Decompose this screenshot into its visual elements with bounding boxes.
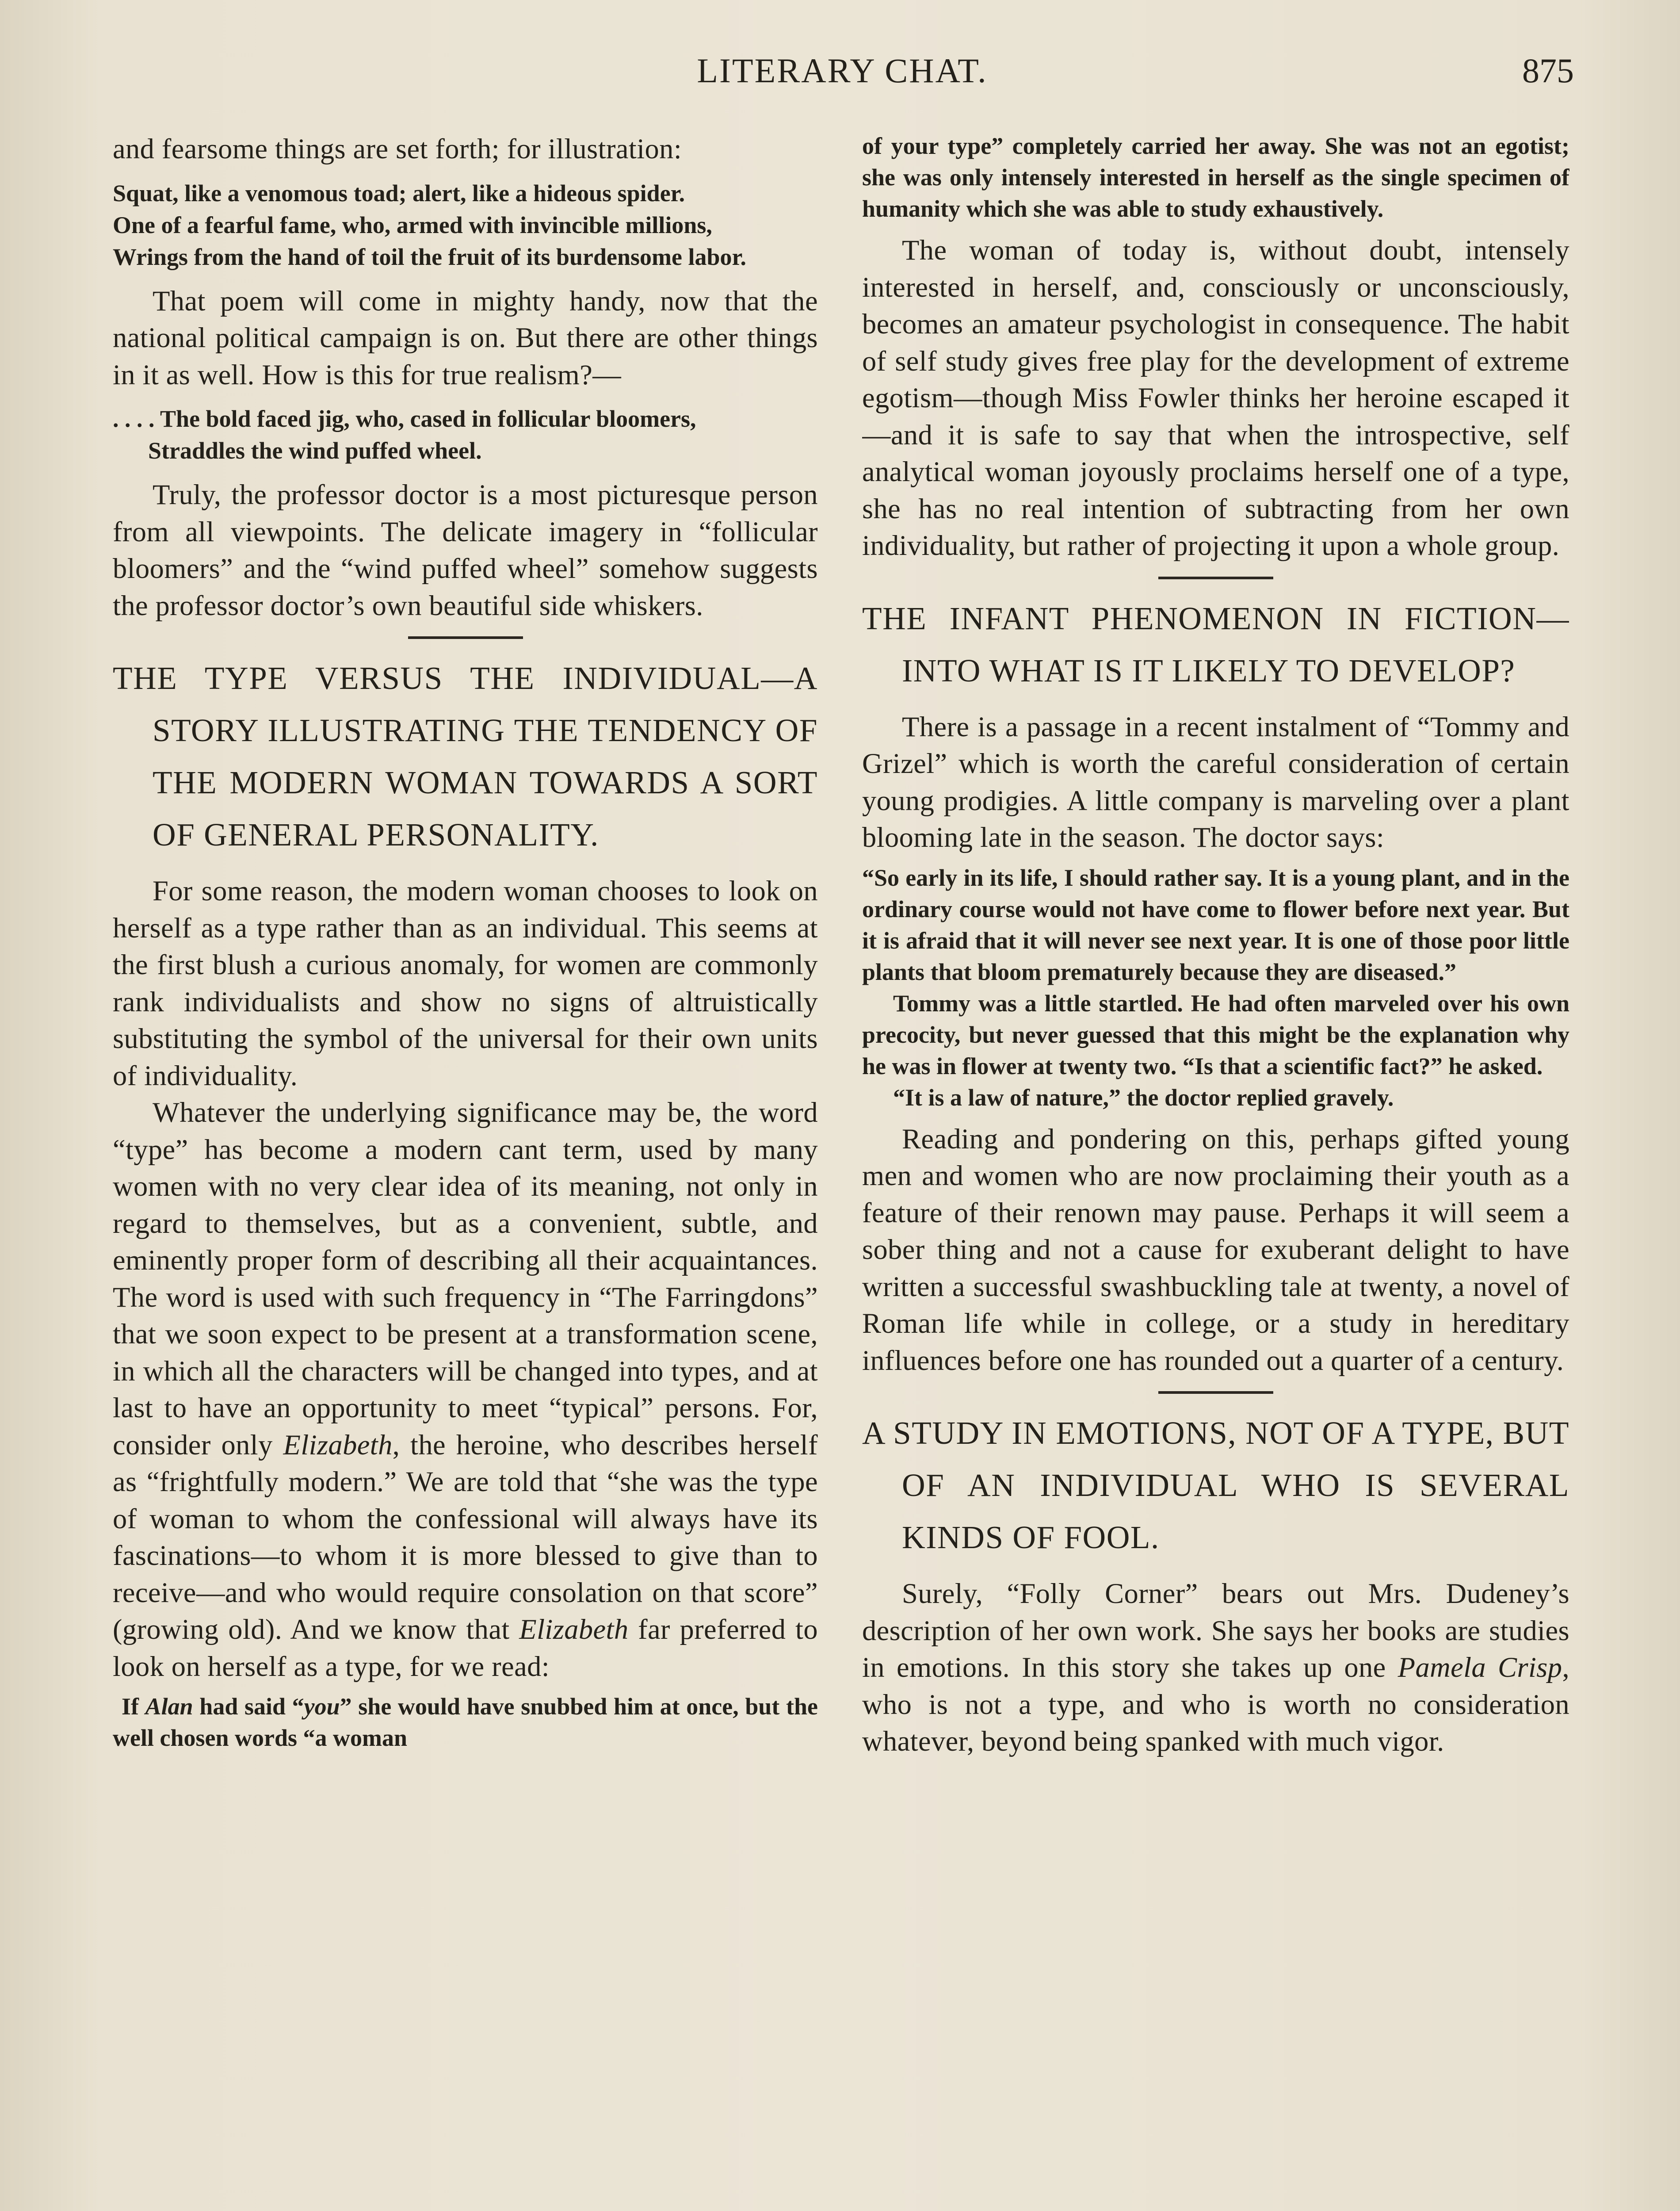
verse-block (113, 403, 818, 467)
paragraph (113, 1094, 818, 1685)
quote-paragraph: “So early in its life, I should rather say. It is a young plant, and in the ordinary course would not have come to flower before next year. But it is afraid that it will never see next year. It is one of those poor little plants that bloom prematurely because they are diseased.” (862, 864, 1569, 985)
section-divider (1158, 1391, 1273, 1394)
character-name: Elizabeth (283, 1429, 393, 1461)
verse-line: One of a fearful fame, who, armed with invincible millions, (113, 211, 712, 238)
quote-paragraph: of your type” completely carried her away. She was not an egotist; she was only intensely interested in herself as the single specimen of humanity which she was able to study exhaustively. (862, 133, 1569, 222)
quote-block (862, 862, 1569, 1113)
character-name: Elizabeth (519, 1614, 629, 1645)
paragraph: and fearsome things are set forth; for illustration: (113, 133, 682, 164)
text-run: If (122, 1693, 145, 1720)
verse-line: Straddles the wind puffed wheel. (148, 437, 482, 464)
verse-line: Squat, like a venomous toad; alert, like a hideous spider. (113, 180, 685, 207)
paragraph: The woman of today is, without doubt, intensely interested in herself, and, consciously or unconsciously, becomes an amateur psychologist in consequence. The habit of self study gives free play for the development of extreme egotism—though Miss Fowler thinks her heroine escaped it—and it is safe to say that when the introspective, self analytical woman joyously proclaims herself one of a type, she has no real intention of subtracting from her own individuality, but rather of projecting it upon a whole group. (862, 234, 1569, 561)
character-name: Alan (145, 1693, 193, 1720)
running-title: LITERARY CHAT. (697, 51, 988, 90)
quote-block (862, 130, 1569, 225)
paragraph: Reading and pondering on this, perhaps gifted young men and women who are now proclaiming their youth as a feature of their renown may pause. Perhaps it will seem a sober thing and not a cause for exuberant delight to have written a successful swashbuckling tale at twenty, a novel of Roman life while in college, or a study in hereditary influences before one has rounded out a quarter of a century. (862, 1123, 1569, 1376)
quote-block (113, 1691, 818, 1754)
section-heading: THE TYPE VERSUS THE INDIVIDUAL—A STORY ILLUSTRATING THE TENDENCY OF THE MODERN WOMAN TOWARDS A SORT OF GENERAL PERSONALITY. (113, 660, 818, 853)
section-heading: THE INFANT PHENOMENON IN FICTION—INTO WHAT IS IT LIKELY TO DEVELOP? (862, 600, 1569, 689)
right-column (862, 130, 1569, 2211)
emphasis: you (304, 1693, 340, 1720)
text-run: far preferred to look on herself as a type, for we read: (113, 1614, 818, 1682)
quote-paragraph (113, 1691, 818, 1754)
paragraph: That poem will come in mighty handy, now that the national political campaign is on. But there are other things in it as well. How is this for true realism?— (113, 285, 818, 390)
page-header (111, 46, 1574, 95)
section-divider (1158, 577, 1273, 579)
page-number: 875 (1522, 51, 1574, 90)
verse-block (113, 177, 818, 273)
paragraph: Truly, the professor doctor is a most picturesque person from all viewpoints. The delicate imagery in “follicular bloomers” and the “wind puffed wheel” somehow suggests the professor doctor’s own beautiful side whiskers. (113, 479, 818, 621)
quote-paragraph: “It is a law of nature,” the doctor replied gravely. (893, 1084, 1394, 1111)
verse-line: . . . . The bold faced jig, who, cased in follicular bloomers, (113, 405, 696, 432)
paragraph (862, 1575, 1569, 1760)
character-name: Pamela Crisp (1397, 1652, 1562, 1683)
text-run: Surely, “Folly Corner” bears out Mrs. Dudeney’s description of her own work. She says her books are studies in emotions. In this story she takes up one (862, 1578, 1569, 1683)
paragraph: For some reason, the modern woman chooses to look on herself as a type rather than as an individual. This seems at the first blush a curious anomaly, for women are commonly rank individualists and show no signs of altruistically substituting the symbol of the universal for their own units of individuality. (113, 875, 818, 1091)
text-run: had said “ (193, 1693, 304, 1720)
section-heading: A STUDY IN EMOTIONS, NOT OF A TYPE, BUT OF AN INDIVIDUAL WHO IS SEVERAL KINDS OF FOOL. (862, 1415, 1569, 1555)
text-run: ” she would have snubbed him at once, but the well chosen words “a woman (113, 1693, 818, 1751)
text-run: Whatever the underlying significance may be, the word “type” has become a modern cant term, used by many women with no very clear idea of its meaning, not only in regard to themselves, but as a convenient, subtle, and eminently proper form of describing all their acquaintances. The word is used with such frequency in “The Farringdons” that we soon expect to be present at a transformation scene, in which all the characters will be changed into types, and at last to have an opportunity to meet “typical” persons. For, consider only (113, 1097, 818, 1461)
text-run: , who is not a type, and who is worth no consideration whatever, beyond being spanked with much vigor. (862, 1652, 1569, 1757)
paragraph: There is a passage in a recent instalment of “Tommy and Grizel” which is worth the careful consideration of certain young prodigies. A little company is marveling over a plant blooming late in the season. The doctor says: (862, 711, 1569, 853)
section-divider (408, 636, 523, 639)
verse-line: Wrings from the hand of toil the fruit of its burdensome labor. (113, 243, 747, 270)
quote-paragraph: Tommy was a little startled. He had often marveled over his own precocity, but never guessed that this might be the explanation why he was in flower at twenty two. “Is that a scientific fact?” he asked. (862, 990, 1569, 1079)
text-run: , the heroine, who describes herself as “frightfully modern.” We are told that “she was the type of woman to whom the confessional will always have its fascinations—to whom it is more blessed to give than to receive—and who would require consolation on that score” (growing old). And we know that (113, 1429, 818, 1645)
left-column (113, 130, 818, 2211)
